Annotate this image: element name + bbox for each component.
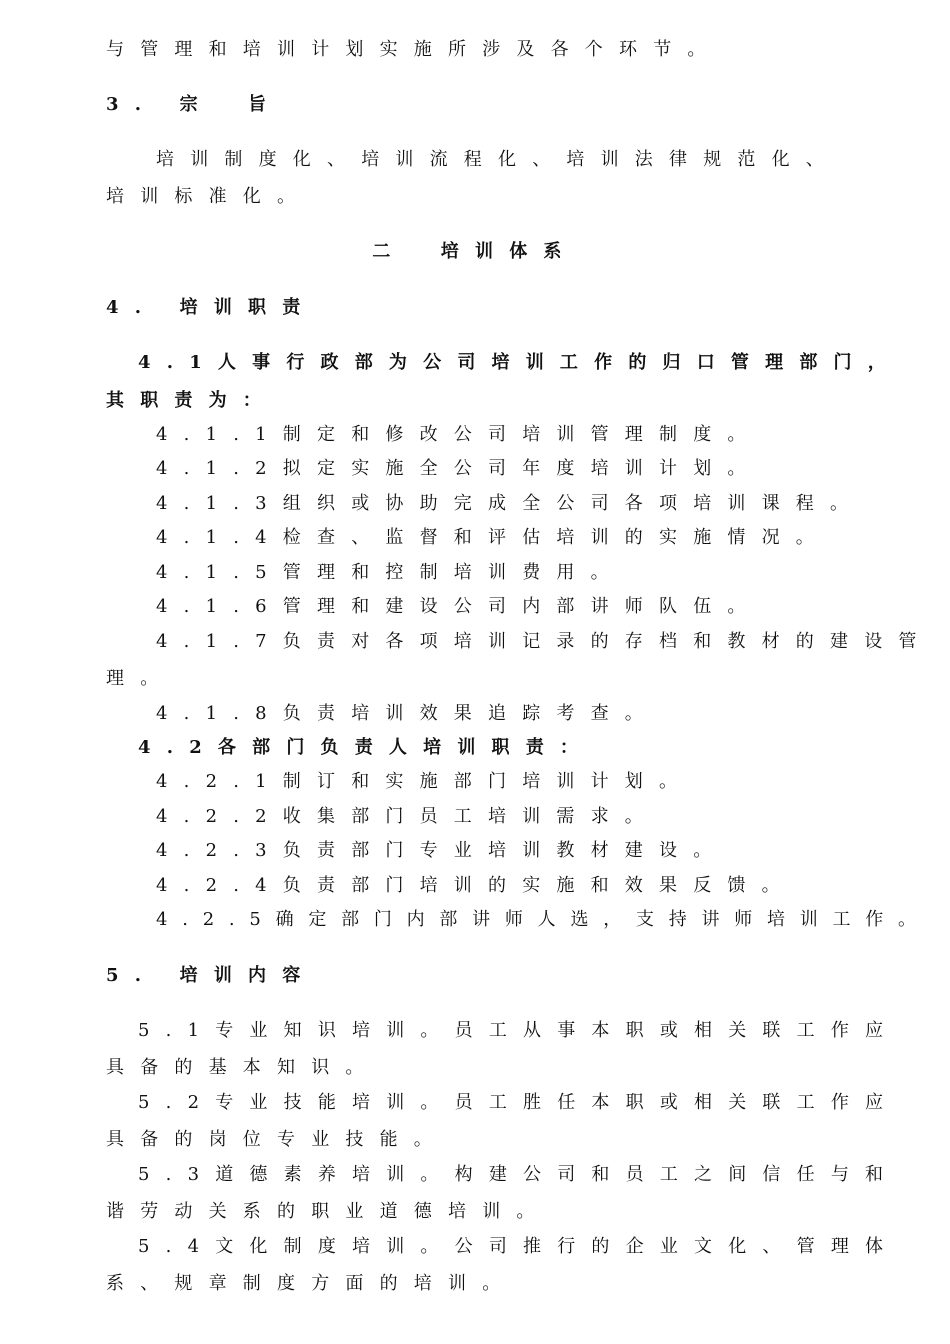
list-item: 4.2.4负责部门培训的实施和效果反馈。 <box>156 875 796 896</box>
list-item: 4.2.3负责部门专业培训教材建设。 <box>156 840 728 861</box>
text-line: 理。 <box>106 668 175 689</box>
text-line: 5.2专业技能培训。员工胜任本职或相关联工作应 <box>138 1092 900 1113</box>
list-item: 4.1.8负责培训效果追踪考查。 <box>156 703 659 724</box>
text-line: 具备的岗位专业技能。 <box>106 1129 448 1150</box>
list-item: 4.1.4检查、监督和评估培训的实施情况。 <box>156 527 830 548</box>
text-line: 具备的基本知识。 <box>106 1057 380 1078</box>
list-item: 4.1.3组织或协助完成全公司各项培训课程。 <box>156 493 865 514</box>
text-line: 5.3道德素养培训。构建公司和员工之间信任与和 <box>138 1164 900 1185</box>
text-line: 培训标准化。 <box>106 186 312 207</box>
list-item: 4.1.7负责对各项培训记录的存档和教材的建设管 <box>156 631 933 652</box>
list-item: 4.2.5确定部门内部讲师人选，支持讲师培训工作。 <box>156 909 931 930</box>
list-item: 4.1.1制定和修改公司培训管理制度。 <box>156 424 762 445</box>
section-heading: 5. 培训内容 <box>106 965 317 986</box>
list-item: 4.1.5管理和控制培训费用。 <box>156 562 625 583</box>
text-line: 谐劳动关系的职业道德培训。 <box>106 1201 551 1222</box>
list-item: 4.1.2拟定实施全公司年度培训计划。 <box>156 458 762 479</box>
subsection-heading: 其职责为： <box>106 390 277 411</box>
subsection-heading: 4.2各部门负责人培训职责： <box>138 737 595 758</box>
chapter-title: 二 培训体系 <box>372 241 578 262</box>
text-line: 系、规章制度方面的培训。 <box>106 1273 517 1294</box>
text-line: 5.4文化制度培训。公司推行的企业文化、管理体 <box>138 1236 900 1257</box>
section-heading: 3. 宗 旨 <box>106 94 283 115</box>
subsection-heading: 4.1人事行政部为公司培训工作的归口管理部门， <box>138 352 902 373</box>
list-item: 4.2.1制订和实施部门培训计划。 <box>156 771 694 792</box>
text-line: 5.1专业知识培训。员工从事本职或相关联工作应 <box>138 1020 900 1041</box>
text-line: 与管理和培训计划实施所涉及各个环节。 <box>106 39 722 60</box>
list-item: 4.1.6管理和建设公司内部讲师队伍。 <box>156 596 762 617</box>
text-line: 培训制度化、培训流程化、培训法律规范化、 <box>156 149 840 170</box>
list-item: 4.2.2收集部门员工培训需求。 <box>156 806 659 827</box>
section-heading: 4. 培训职责 <box>106 297 317 318</box>
